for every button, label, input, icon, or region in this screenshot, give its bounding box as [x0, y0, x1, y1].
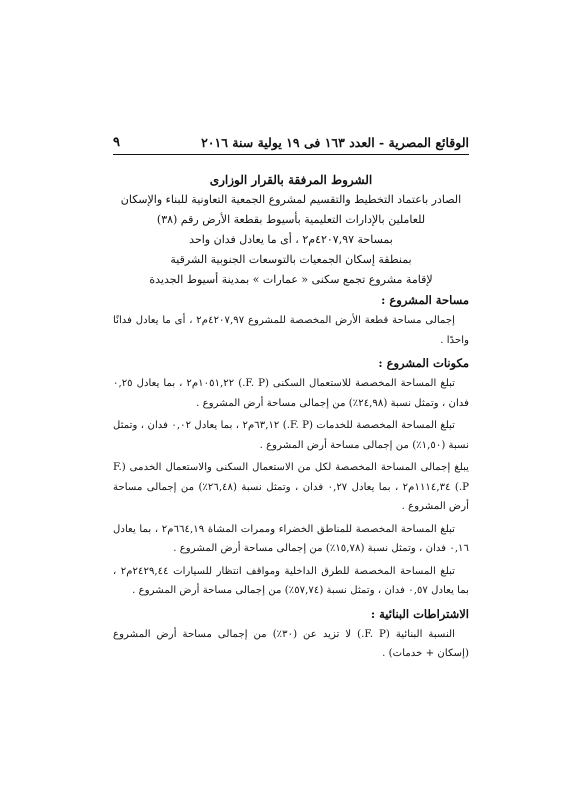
project-components-heading: مكونات المشروع :	[378, 356, 469, 370]
decree-title-line: بمنطقة إسكان الجمعيات بالتوسعات الجنوبية الشرقية	[170, 253, 412, 266]
component-residential-paragraph: تبلغ المساحة المخصصة للاستعمال السكنى (F. P.) ١٠٥١,٢٢م٢ ، بما يعادل ٠,٢٥ فدان ، وتمثل نسبة (٢٤,٩٨٪) من إجمالى مساحة أرض المشروع .	[113, 378, 469, 409]
component-total-paragraph: يبلغ إجمالى المساحة المخصصة لكل من الاستعمال السكنى والاستعمال الخدمى (F. P.) ١١١٤,٣٤م٢ ، بما يعادل ٠,٢٧ فدان ، وتمثل نسبة (٢٦,٤٨٪) من إجمالى مساحة أرض المشروع .	[113, 462, 469, 512]
document-body	[113, 170, 469, 667]
decree-title-block	[113, 170, 469, 290]
decree-main-title: الشروط المرفقة بالقرار الوزارى	[209, 173, 373, 187]
page-header	[113, 133, 469, 151]
project-area-heading: مساحة المشروع :	[381, 293, 469, 307]
decree-title-line: الصادر باعتماد التخطيط والتقسيم لمشروع الجمعية التعاونية للبناء والإسكان	[120, 193, 462, 206]
header-divider	[113, 154, 469, 155]
component-roads-paragraph: تبلغ المساحة المخصصة للطرق الداخلية ومواقف انتظار للسيارات ٢٤٢٩,٤٤م٢ ، بما يعادل ٠,٥٧ فدان ، وتمثل نسبة (٥٧,٧٤٪) من إجمالى مساحة أرض المشروع .	[113, 565, 469, 596]
decree-title-line: لإقامة مشروع تجمع سكنى « عمارات » بمدينة أسيوط الجديدة	[149, 273, 433, 286]
component-services-paragraph: تبلغ المساحة المخصصة للخدمات (F. P.) ٦٣,١٢م٢ ، بما يعادل ٠,٠٢ فدان ، وتمثل نسبة (١,٥٠٪) من إجمالى مساحة أرض المشروع .	[113, 420, 469, 451]
component-green-areas-paragraph: تبلغ المساحة المخصصة للمناطق الخضراء وممرات المشاة ٦٦٤,١٩م٢ ، بما يعادل ٠,١٦ فدان ، وتمثل نسبة (١٥,٧٨٪) من إجمالى مساحة أرض المشروع .	[113, 523, 469, 554]
gazette-header-title: الوقائع المصرية - العدد ١٦٣ فى ١٩ يولية سنة ٢٠١٦	[201, 134, 469, 150]
building-requirements-heading: الاشتراطات البنائية :	[370, 606, 469, 621]
decree-title-line: للعاملين بالإدارات التعليمية بأسيوط بقطعة الأرض رقم (٣٨)	[156, 213, 426, 226]
decree-title-line: بمساحة ٤٢٠٧,٩٧م٢ ، أى ما يعادل فدان واحد	[189, 233, 393, 246]
page-number: ٩	[113, 134, 120, 150]
building-ratio-paragraph: النسبة البنائية (F. P.) لا تزيد عن (٣٠٪) من إجمالى مساحة أرض المشروع (إسكان + خدمات) .	[113, 628, 469, 659]
project-area-paragraph: إجمالى مساحة قطعة الأرض المخصصة للمشروع ٤٢٠٧,٩٧م٢ ، أى ما يعادل فدانًا واحدًا .	[113, 315, 469, 346]
